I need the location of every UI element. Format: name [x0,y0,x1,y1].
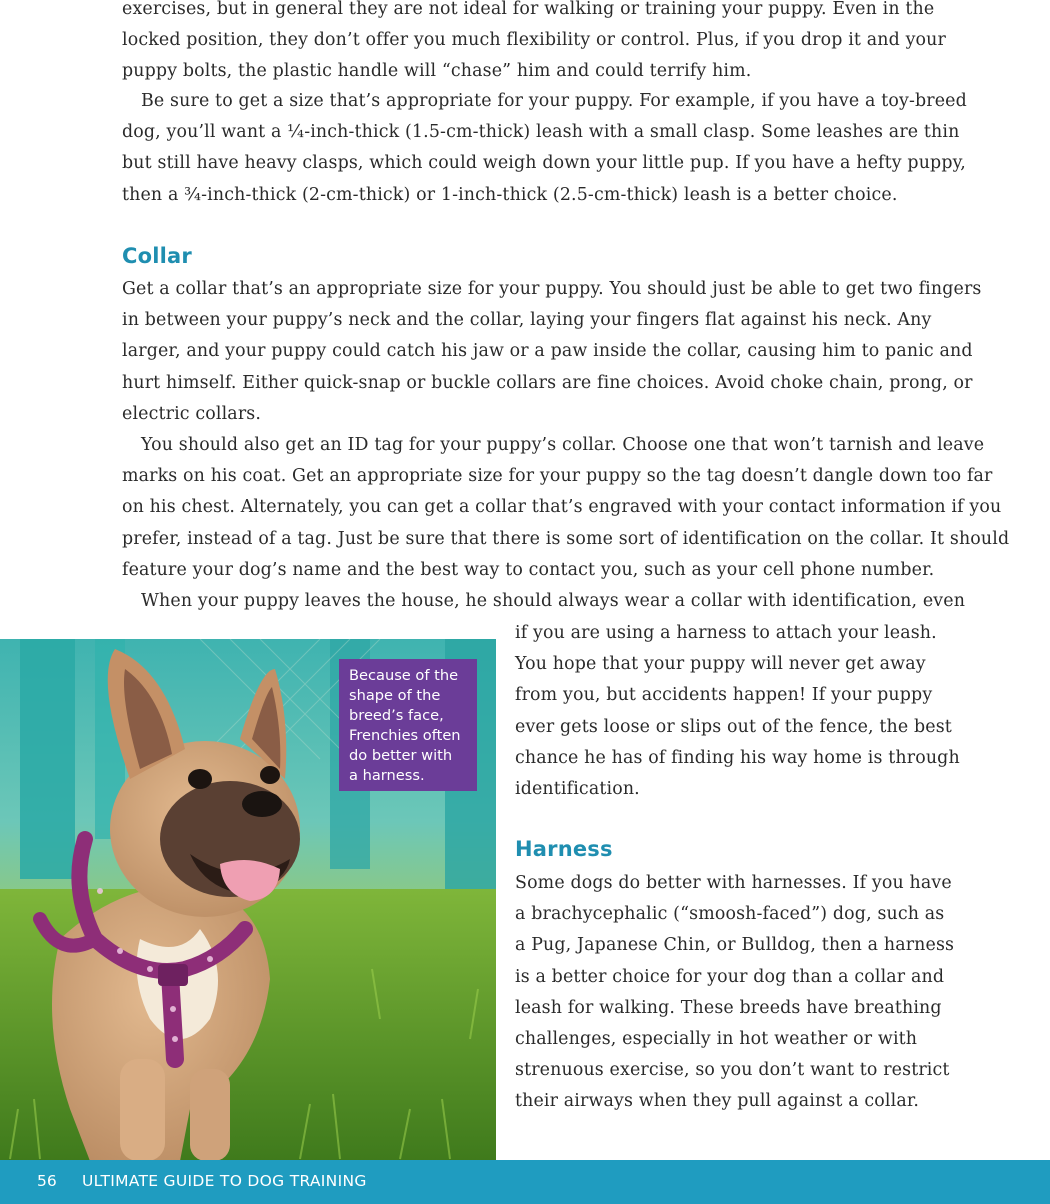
text-line: When your puppy leaves the house, he should always wear a collar with identification, even [141,591,966,611]
intro-paragraph-1 [122,0,946,88]
intro-paragraph-2 [122,86,967,211]
text-line: is a better choice for your dog than a collar and [515,966,945,987]
page-number: 56 [37,1172,57,1190]
caption-line: a harness. [349,767,425,784]
text-line: dog, you’ll want a ¼-inch-thick (1.5-cm-thick) leash with a small clasp. Some leashes are thin [122,122,960,143]
text-line: challenges, especially in hot weather or with [515,1029,918,1050]
text-line: electric collars. [122,403,262,424]
text-line: larger, and your puppy could catch his jaw or a paw inside the collar, causing him to panic and [122,341,973,362]
caption-line: breed’s face, [349,707,444,724]
collar-paragraph-3 [141,586,965,617]
caption-line: do better with [349,747,453,764]
text-line: Get a collar that’s an appropriate size for your puppy. You should just be able to get two fingers [122,279,982,299]
text-line: their airways when they pull against a collar. [515,1091,920,1112]
caption-line: shape of the [349,687,441,704]
collar-heading: Collar [122,244,192,268]
text-line: in between your puppy’s neck and the collar, laying your fingers flat against his neck. Any [122,310,932,331]
text-line: Be sure to get a size that’s appropriate for your puppy. For example, if you have a toy-breed [141,91,967,111]
text-line: leash for walking. These breeds have breathing [515,997,942,1018]
text-line: from you, but accidents happen! If your puppy [515,685,933,706]
text-line: but still have heavy clasps, which could weigh down your little pup. If you have a hefty puppy, [122,153,966,174]
text-line: You should also get an ID tag for your puppy’s collar. Choose one that won’t tarnish and leave [141,435,985,455]
harness-paragraph-1 [515,868,954,1118]
text-line: locked position, they don’t offer you much flexibility or control. Plus, if you drop it and your [122,30,946,51]
page-footer [0,1160,1050,1204]
text-line: puppy bolts, the plastic handle will “chase” him and could terrify him. [122,61,752,82]
text-line: marks on his coat. Get an appropriate size for your puppy so the tag doesn’t dangle down too far [122,466,993,487]
text-line: Some dogs do better with harnesses. If you have [515,873,952,893]
text-line: chance he has of finding his way home is through [515,747,960,768]
collar-paragraph-1 [122,274,982,430]
book-title: ULTIMATE GUIDE TO DOG TRAINING [82,1172,367,1190]
text-line: hurt himself. Either quick-snap or buckle collars are fine choices. Avoid choke chain, prong, or [122,372,973,393]
text-line: feature your dog’s name and the best way to contact you, such as your cell phone number. [122,559,935,580]
harness-heading: Harness [515,837,613,861]
text-line: a brachycephalic (“smoosh-faced”) dog, such as [515,904,945,925]
collar-paragraph-3-wrap [515,618,960,805]
caption-line: Because of the [349,667,459,684]
collar-paragraph-2 [122,430,1009,586]
caption-line: Frenchies often [349,727,461,744]
photo-caption [339,659,477,791]
text-line: if you are using a harness to attach your leash. [515,623,937,643]
text-line: exercises, but in general they are not ideal for walking or training your puppy. Even in the [122,0,935,19]
text-line: then a ¾-inch-thick (2-cm-thick) or 1-inch-thick (2.5-cm-thick) leash is a better choice. [122,184,898,205]
text-line: identification. [515,779,640,800]
text-line: strenuous exercise, so you don’t want to restrict [515,1060,950,1081]
text-line: You hope that your puppy will never get away [515,654,926,675]
text-line: prefer, instead of a tag. Just be sure that there is some sort of identification on the collar. It should [122,528,1010,549]
text-line: on his chest. Alternately, you can get a collar that’s engraved with your contact information if you [122,497,1002,518]
text-line: ever gets loose or slips out of the fence, the best [515,716,952,737]
text-line: a Pug, Japanese Chin, or Bulldog, then a harness [515,935,955,956]
